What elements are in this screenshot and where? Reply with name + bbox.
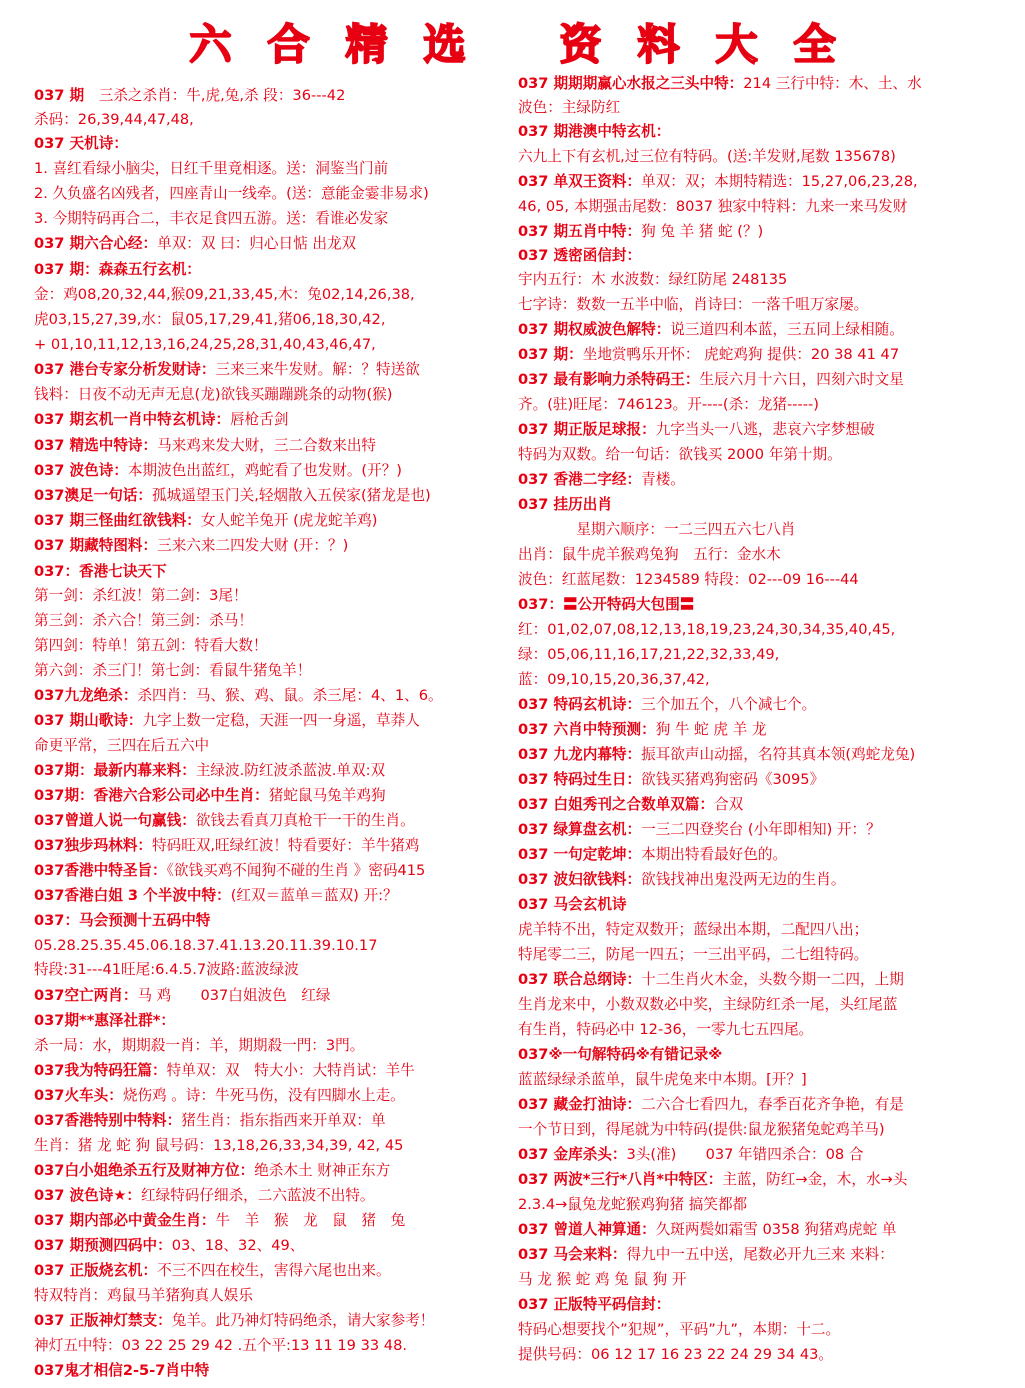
line-body: 振耳欲声山动摇，名符其真本领(鸡蛇龙兔) [641, 746, 916, 763]
line-heading: 037 特码过生日： [518, 771, 642, 788]
line-body: 七字诗：数数一五半中临，肖诗曰：一落千咀万家屡。 [518, 296, 869, 313]
right-text-line [518, 795, 743, 815]
line-body: 得九中一五中送，尾数必开九三来 来料： [626, 1246, 894, 1263]
line-body: 出肖：鼠牛虎羊猴鸡兔狗 五行：金水木 [518, 546, 781, 563]
left-text-line [34, 1286, 253, 1306]
left-text-line [34, 586, 248, 606]
line-body: 03、18、32、49、 [171, 1237, 305, 1254]
line-body: 神灯五中特：03 22 25 29 42 .五个平:13 11 19 33 48. [34, 1337, 407, 1354]
right-text-line [518, 445, 842, 465]
line-heading: 037 期：森森五行玄机： [34, 261, 201, 278]
line-heading: 037 期五肖中特： [518, 223, 642, 240]
line-heading: 037 天机诗： [34, 135, 128, 152]
right-text-line [518, 270, 787, 290]
line-body: 单双：双；本期特精选：15,27,06,23,28, [641, 173, 918, 190]
line-heading: 037 期三怪曲红欲钱料： [34, 512, 201, 529]
right-text-line [518, 720, 766, 740]
line-body: 红绿特码仔细杀，二六蓝波不出特。 [141, 1187, 375, 1204]
title-char: 料 [637, 20, 680, 69]
right-text-line [518, 495, 612, 515]
line-heading: 037鬼才相信2-5-7肖中特 [34, 1362, 210, 1379]
line-heading: 037 期 [34, 87, 85, 104]
right-text-line [518, 570, 859, 590]
right-text-line [518, 1095, 904, 1115]
line-heading: 037香港特别中特料： [34, 1112, 182, 1129]
left-text-line [34, 1186, 375, 1206]
right-text-line [518, 1295, 670, 1315]
left-text-line [34, 562, 167, 582]
left-text-line [34, 360, 420, 380]
line-heading: 037 期权威波色解特： [518, 321, 671, 338]
left-text-line [34, 836, 419, 856]
line-heading: 037 白姐秀刊之合数单双篇： [518, 796, 715, 813]
left-text-line [34, 1261, 391, 1281]
line-heading: 037 最有影响力杀特码王： [518, 371, 700, 388]
title-char: 大 [715, 20, 758, 69]
left-text-line [34, 1061, 415, 1081]
line-body: 欲钱买猪鸡狗密码《3095》 [641, 771, 825, 788]
line-body: 猪蛇鼠马兔羊鸡狗 [268, 787, 386, 804]
line-heading: 037：马会预测十五码中特 [34, 912, 211, 929]
left-text-line [34, 86, 345, 106]
left-text-line [34, 285, 415, 305]
line-heading: 037 藏金打油诗： [518, 1096, 642, 1113]
right-text-line [518, 995, 897, 1015]
line-heading: 037：香港七诀天下 [34, 563, 167, 580]
line-body: 烧伤鸡 。诗：牛死马伤，没有四脚水上走。 [122, 1087, 405, 1104]
line-body: 女人蛇羊兔开 (虎龙蛇羊鸡) [200, 512, 378, 529]
line-heading: 037 单双王资料： [518, 173, 642, 190]
right-text-line [518, 420, 875, 440]
left-column [34, 70, 512, 1388]
left-text-line [34, 960, 299, 980]
line-heading: 037 联合总纲诗： [518, 971, 642, 988]
line-body: 欲钱去看真刀真枪干一干的生肖。 [195, 812, 415, 829]
line-body: 特单双：双 特大小：大特肖试：羊牛 [166, 1062, 415, 1079]
right-text-line [518, 920, 868, 940]
line-body: 三来三来牛发财。解：？特送欲 [215, 361, 420, 378]
line-body: 主蓝，防红→金，木，水→头 [722, 1171, 908, 1188]
line-body: 虎03,15,27,39,水：鼠05,17,29,41,猪06,18,30,42, [34, 311, 386, 328]
line-body: 特码心想要找个”犯规”，平码”九”，本期：十二。 [518, 1321, 841, 1338]
left-text-line [34, 410, 288, 430]
left-text-line [34, 110, 194, 130]
line-body: 虎羊特不出，特定双数开；蓝绿出本期，二配四八出； [518, 921, 869, 938]
line-body: 特尾零二三，防尾一四五；一三出平码，二七组特码。 [518, 946, 869, 963]
line-body: 波色：主绿防红 [518, 99, 621, 116]
line-body: 波色：红蓝尾数：1234589 特段：02---09 16---44 [518, 571, 859, 588]
right-text-line [518, 695, 816, 715]
left-text-line [34, 761, 385, 781]
page-title [0, 18, 1025, 69]
line-body: 久斑两鬓如霜雪 0358 狗猪鸡虎蛇 单 [655, 1221, 897, 1238]
line-body: 马来鸡来发大财，三二合数来出特 [157, 437, 377, 454]
line-body: 不三不四在校生，害得六尾也出来。 [157, 1262, 391, 1279]
line-body: 牛 羊 猴 龙 鼠 猪 兔 [215, 1212, 406, 1229]
line-body: 1. 喜红看绿小脑尖，日红千里竟相逐。送：洞鉴当门前 [34, 160, 389, 177]
line-body: 马 龙 猴 蛇 鸡 兔 鼠 狗 开 [518, 1271, 687, 1288]
line-heading: 037空亡两肖： [34, 987, 138, 1004]
left-text-line [34, 536, 348, 556]
line-body: 特双特肖：鸡鼠马羊猪狗真人娱乐 [34, 1287, 253, 1304]
line-body: 命更平常，三四在后五六中 [34, 737, 210, 754]
line-heading: 037 透密函信封： [518, 247, 642, 264]
line-body: 《欲钱买鸡不闻狗不碰的生肖 》密码415 [166, 862, 426, 879]
right-text-line [518, 620, 895, 640]
line-heading: 037 期期期赢心水报之三头中特： [518, 75, 744, 92]
left-text-line [34, 159, 388, 179]
title-char: 精 [345, 20, 388, 69]
right-text-line [518, 545, 781, 565]
line-body: 孤城遥望玉门关,轻烟散入五侯家(猪龙是也) [152, 487, 431, 504]
line-body: 兔羊。此乃神灯特码绝杀，请大家参考！ [171, 1312, 435, 1329]
right-text-line [518, 1195, 747, 1215]
title-char: 资 [559, 20, 602, 69]
left-text-line [34, 1011, 175, 1031]
line-heading: 037期：最新内幕来料： [34, 762, 196, 779]
line-heading: 037 期藏特图料： [34, 537, 158, 554]
left-text-line [34, 209, 388, 229]
line-body: + 01,10,11,12,13,16,24,25,28,31,40,43,46,47, [34, 336, 376, 353]
line-body: 05.28.25.35.45.06.18.37.41.13.20.11.39.10.17 [34, 937, 378, 954]
right-text-line [518, 345, 899, 365]
right-text-line [518, 870, 845, 890]
right-text-line [518, 320, 904, 340]
right-text-line [518, 470, 685, 490]
right-text-line [518, 1270, 686, 1290]
line-body: 三杀之杀肖：牛,虎,兔,杀 段：36---42 [84, 87, 346, 104]
left-text-line [34, 260, 201, 280]
line-body: 猪生肖：指东指西来开单双：单 [181, 1112, 386, 1129]
left-text-line [34, 335, 376, 355]
right-text-line [518, 122, 670, 142]
left-text-line [34, 461, 402, 481]
right-text-line [518, 745, 915, 765]
line-heading: 037 挂历出肖 [518, 496, 612, 513]
left-text-line [34, 310, 385, 330]
line-heading: 037独步玛林料： [34, 837, 153, 854]
left-text-line [34, 234, 356, 254]
line-heading: 037 期预测四码中： [34, 1237, 172, 1254]
left-text-line [34, 184, 429, 204]
line-heading: 037九龙绝杀： [34, 687, 138, 704]
right-text-line [518, 645, 779, 665]
right-text-line [518, 1170, 907, 1190]
left-text-line [34, 436, 376, 456]
left-text-line [34, 1311, 434, 1331]
left-text-line [34, 511, 377, 531]
line-body: 一个节日到，得尾就为中特码(提供:鼠龙猴猪兔蛇鸡羊马) [518, 1121, 885, 1138]
line-body: 单双：双 曰：归心日惦 出龙双 [157, 235, 357, 252]
right-text-line [518, 1120, 885, 1140]
line-body: 生肖：猪 龙 蛇 狗 鼠号码：13,18,26,33,34,39, 42, 45 [34, 1137, 404, 1154]
line-heading: 037 期六合心经： [34, 235, 158, 252]
line-body: 二六合七看四九，春季百花齐争艳，有是 [641, 1096, 904, 1113]
left-text-line [34, 1161, 390, 1181]
line-heading: 037 精选中特诗： [34, 437, 158, 454]
line-body: 狗 牛 蛇 虎 羊 龙 [655, 721, 767, 738]
right-text-line [518, 295, 868, 315]
right-text-line [518, 98, 620, 118]
line-body: 宇内五行：木 水波数：绿红防尾 248135 [518, 271, 788, 288]
line-body: 46, 05, 本期强击尾数：8037 独家中特料：九来一来马发财 [518, 198, 908, 215]
left-text-line [34, 1236, 304, 1256]
right-text-line [518, 1145, 863, 1165]
right-text-line [518, 520, 795, 540]
line-heading: 037 波色诗★： [34, 1187, 142, 1204]
left-text-line [34, 1336, 407, 1356]
line-heading: 037 曾道人神算通： [518, 1221, 656, 1238]
line-body: 绝杀木土 财神正东方 [254, 1162, 391, 1179]
line-heading: 037 香港二字经： [518, 471, 642, 488]
line-heading: 037 正版特平码信封： [518, 1296, 671, 1313]
line-body: 第三剑：杀六合！第三剑：杀马！ [34, 612, 253, 629]
line-body: 杀四肖：马、猴、鸡、鼠。杀三尾：4、1、6。 [137, 687, 443, 704]
line-body: 九字当头一八逃，悲哀六字梦想破 [655, 421, 875, 438]
line-heading: 037 马会来料： [518, 1246, 627, 1263]
line-heading: 037期：香港六合彩公司必中生肖： [34, 787, 269, 804]
line-body: 说三道四利本蓝，三五同上绿相随。 [670, 321, 904, 338]
line-body: 星期六顺序：一二三四五六七八肖 [518, 521, 796, 538]
line-body: 生辰六月十六日，四刻六时文星 [699, 371, 904, 388]
line-heading: 037期**惠泽社群*： [34, 1012, 175, 1029]
line-body: 第一剑：杀红波！第二剑：3尾！ [34, 587, 248, 604]
line-heading: 037 绿算盘玄机： [518, 821, 642, 838]
left-text-line [34, 1036, 364, 1056]
left-text-line [34, 661, 311, 681]
left-text-line [34, 611, 253, 631]
right-text-line [518, 246, 641, 266]
line-heading: 037白小姐绝杀五行及财神方位： [34, 1162, 255, 1179]
left-text-line [34, 1136, 403, 1156]
left-text-line [34, 1361, 209, 1381]
line-body: 第四剑：特单！第五剑：特看大数！ [34, 637, 268, 654]
right-text-line [518, 595, 694, 615]
title-char: 全 [793, 20, 836, 69]
right-text-line [518, 370, 904, 390]
line-heading: 037 金库杀头： [518, 1146, 627, 1163]
line-body: 唇枪舌剑 [230, 411, 289, 428]
line-heading: 037曾道人说一句赢钱： [34, 812, 196, 829]
title-char: 合 [267, 20, 310, 69]
left-text-line [34, 486, 431, 506]
left-text-line [34, 385, 392, 405]
line-body: 3头(准) 037 年错四杀合：08 合 [626, 1146, 864, 1163]
right-text-line [518, 1045, 722, 1065]
line-body: 金：鸡08,20,32,44,猴09,21,33,45,木：兔02,14,26,38, [34, 286, 415, 303]
line-body: 特码为双数。给一句话：欲钱买 2000 年第十期。 [518, 446, 842, 463]
right-text-line [518, 1070, 807, 1090]
line-heading: 037 特码玄机诗： [518, 696, 642, 713]
line-heading: 037 一句定乾坤： [518, 846, 642, 863]
right-text-line [518, 222, 763, 242]
line-body: 2.3.4→鼠兔龙蛇猴鸡狗猪 搞笑都都 [518, 1196, 748, 1213]
line-heading: 037 期玄机一肖中特玄机诗： [34, 411, 231, 428]
line-body: 狗 兔 羊 猪 蛇 (？) [641, 223, 764, 240]
line-body: 坐地赏鸭乐开怀： 虎蛇鸡狗 提供：20 38 41 47 [582, 346, 900, 363]
line-body: 三个加五个，八个减七个。 [641, 696, 817, 713]
line-heading: 037我为特码狂篇： [34, 1062, 167, 1079]
left-text-line [34, 736, 209, 756]
line-heading: 037 正版神灯禁支： [34, 1312, 172, 1329]
right-text-line [518, 1320, 840, 1340]
right-text-line [518, 895, 627, 915]
line-body: 合双 [714, 796, 744, 813]
line-heading: 037 波色诗： [34, 462, 128, 479]
right-text-line [518, 970, 904, 990]
line-body: 214 三行中特：木、土、水 [743, 75, 922, 92]
line-heading: 037※一句解特码※有错记录※ [518, 1046, 723, 1063]
line-heading: 037 波妇欲钱料： [518, 871, 642, 888]
line-body: 三来六来二四发大财 (开：？) [157, 537, 349, 554]
line-heading: 037 九龙内幕特： [518, 746, 642, 763]
line-body: 主绿波.防红波杀蓝波.单双:双 [195, 762, 386, 779]
line-heading: 037 期内部必中黄金生肖： [34, 1212, 216, 1229]
line-heading: 037 两波*三行*八肖*中特区： [518, 1171, 723, 1188]
left-text-line [34, 811, 415, 831]
line-body: 九字上数一定稳，天涯一四一身遥，草莽人 [142, 712, 420, 729]
line-heading: 037香港白姐 3 个半波中特： [34, 887, 231, 904]
line-body: 马 鸡 037白姐波色 红绿 [137, 987, 331, 1004]
line-body: 十二生肖火木金，头数今期一二四，上期 [641, 971, 904, 988]
line-body: 本期出特看最好色的。 [641, 846, 788, 863]
left-text-line [34, 1111, 386, 1131]
line-body: 绿：05,06,11,16,17,21,22,32,33,49, [518, 646, 780, 663]
line-body: 欲钱找神出鬼没两无边的生肖。 [641, 871, 846, 888]
right-text-line [518, 670, 710, 690]
line-body: 六九上下有玄机,过三位有特码。(送:羊发财,尾数 135678) [518, 148, 896, 165]
line-heading: 037 期山歌诗： [34, 712, 143, 729]
line-body: 蓝：09,10,15,20,36,37,42, [518, 671, 710, 688]
right-text-line [518, 172, 918, 192]
left-text-line [34, 1086, 405, 1106]
line-heading: 037 正版烧玄机： [34, 1262, 158, 1279]
line-body: 杀一局：水，期期殺一肖：羊，期期殺一門：3門。 [34, 1037, 365, 1054]
title-char: 六 [189, 20, 232, 69]
title-char: 选 [423, 20, 466, 69]
left-text-line [34, 686, 443, 706]
right-text-line [518, 1345, 833, 1365]
line-body: 蓝蓝绿绿杀蓝单，鼠牛虎兔来中本期。[开？] [518, 1071, 807, 1088]
left-text-line [34, 936, 378, 956]
left-text-line [34, 986, 330, 1006]
right-text-line [518, 1245, 894, 1265]
line-heading: 037火车头： [34, 1087, 123, 1104]
line-body: 生肖龙来中，小数双数必中奖，主绿防红杀一尾，头红尾蓝 [518, 996, 898, 1013]
line-heading: 037 六肖中特预测： [518, 721, 656, 738]
line-heading: 037 期： [518, 346, 583, 363]
line-body: 一三二四登奖台 (小年即相知) 开：？ [641, 821, 881, 838]
line-body: 钱料：日夜不动无声无息(龙)欲钱买蹦蹦跳条的动物(猴) [34, 386, 393, 403]
line-heading: 037 港台专家分析发财诗： [34, 361, 216, 378]
right-text-line [518, 395, 819, 415]
left-text-line [34, 1211, 405, 1231]
right-text-line [518, 770, 824, 790]
line-heading: 037 期正版足球报： [518, 421, 656, 438]
line-body: (红双＝蓝单＝蓝双) 开:？ [230, 887, 398, 904]
right-column [518, 70, 998, 1388]
right-text-line [518, 845, 787, 865]
right-text-line [518, 74, 922, 94]
right-text-line [518, 945, 868, 965]
line-body: 特码旺双,旺绿红波！特看要好：羊牛猪鸡 [152, 837, 420, 854]
line-body: 杀码：26,39,44,47,48, [34, 111, 194, 128]
left-text-line [34, 134, 128, 154]
line-body: 红：01,02,07,08,12,13,18,19,23,24,30,34,35,40,45, [518, 621, 896, 638]
left-text-line [34, 786, 386, 806]
line-body: 第六剑：杀三门！第七剑：看鼠牛猪兔羊！ [34, 662, 312, 679]
left-text-line [34, 711, 420, 731]
line-heading: 037：〓公开特码大包围〓 [518, 596, 695, 613]
line-heading: 037 马会玄机诗 [518, 896, 627, 913]
line-heading: 037 期港澳中特玄机： [518, 123, 671, 140]
right-text-line [518, 147, 896, 167]
left-text-line [34, 636, 268, 656]
line-body: 3. 今期特码再合二，丰衣足食四五游。送：看谁必发家 [34, 210, 389, 227]
right-text-line [518, 820, 881, 840]
line-body: 2. 久负盛名凶残者，四座青山一线牵。(送：意能金霎非易求) [34, 185, 429, 202]
right-text-line [518, 197, 907, 217]
left-text-line [34, 861, 425, 881]
left-text-line [34, 886, 398, 906]
line-heading: 037澳足一句话： [34, 487, 153, 504]
line-body: 提供号码：06 12 17 16 23 22 24 29 34 43。 [518, 1346, 834, 1363]
line-body: 特段:31---41旺尾:6.4.5.7波路:蓝波绿波 [34, 961, 299, 978]
line-body: 本期波色出蓝红，鸡蛇看了也发财。(开？) [127, 462, 402, 479]
left-text-line [34, 911, 210, 931]
line-body: 有生肖，特码必中 12-36，一零九七五四尾。 [518, 1021, 814, 1038]
line-heading: 037香港中特圣旨： [34, 862, 167, 879]
right-text-line [518, 1020, 813, 1040]
line-body: 青楼。 [641, 471, 685, 488]
right-text-line [518, 1220, 896, 1240]
line-body: 齐。(驻)旺尾：746123。开----(杀：龙猪-----) [518, 396, 820, 413]
